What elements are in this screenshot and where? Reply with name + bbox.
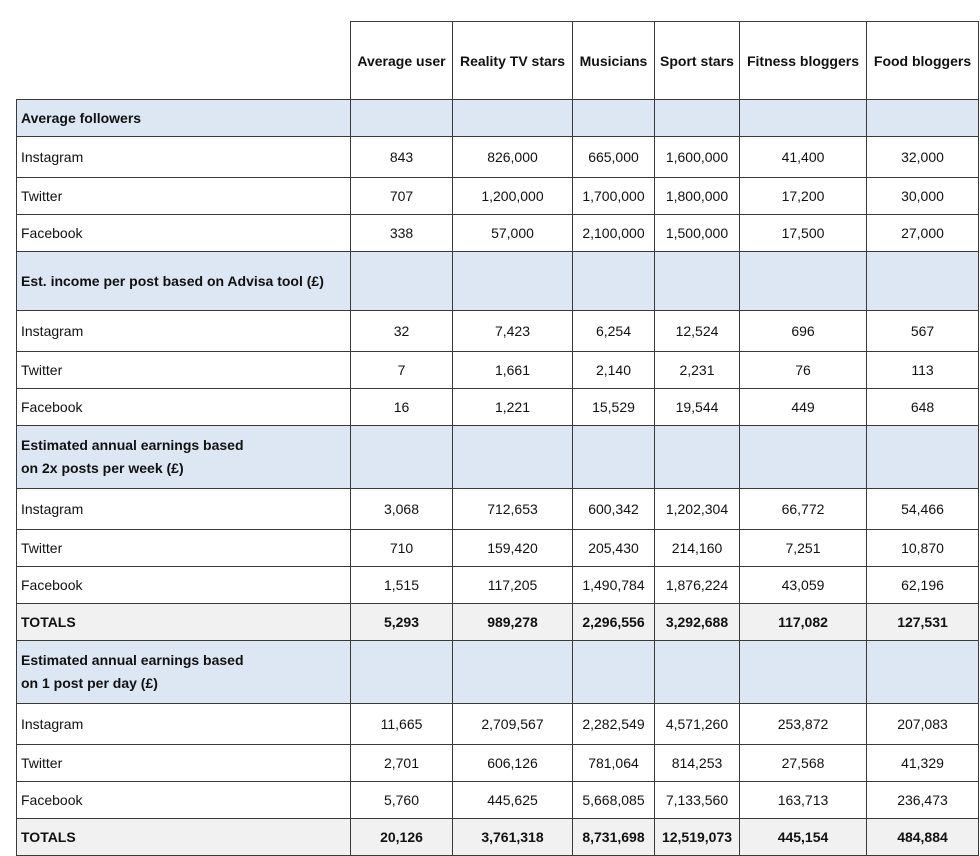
table-cell: 5,668,085 — [573, 782, 655, 819]
section-title: Est. income per post based on Advisa tool (£) — [17, 252, 351, 311]
table-cell: 1,876,224 — [655, 567, 740, 604]
table-cell: 449 — [740, 389, 867, 426]
table-cell: 2,282,549 — [573, 704, 655, 745]
row-label: Facebook — [17, 782, 351, 819]
table-row — [17, 567, 979, 604]
section-title: Average followers — [17, 100, 351, 137]
earnings-table — [16, 21, 979, 856]
table-cell: 7,423 — [453, 311, 573, 352]
table-cell: 4,571,260 — [655, 704, 740, 745]
totals-row — [17, 604, 979, 641]
table-cell: 7 — [351, 352, 453, 389]
table-cell: 7,133,560 — [655, 782, 740, 819]
row-label: Twitter — [17, 352, 351, 389]
row-label: Facebook — [17, 215, 351, 252]
table-cell: 567 — [867, 311, 979, 352]
table-cell: 7,251 — [740, 530, 867, 567]
table-cell: 1,800,000 — [655, 178, 740, 215]
table-cell: 1,700,000 — [573, 178, 655, 215]
total-cell: 8,731,698 — [573, 819, 655, 856]
row-label: Instagram — [17, 137, 351, 178]
table-cell: 12,524 — [655, 311, 740, 352]
table-cell: 3,068 — [351, 489, 453, 530]
table-cell: 665,000 — [573, 137, 655, 178]
table-cell: 62,196 — [867, 567, 979, 604]
table-cell: 207,083 — [867, 704, 979, 745]
table-cell: 27,000 — [867, 215, 979, 252]
table-cell: 1,600,000 — [655, 137, 740, 178]
table-cell: 32,000 — [867, 137, 979, 178]
totals-label: TOTALS — [17, 819, 351, 856]
table-cell: 1,200,000 — [453, 178, 573, 215]
total-cell: 3,292,688 — [655, 604, 740, 641]
table-cell: 648 — [867, 389, 979, 426]
row-label: Instagram — [17, 704, 351, 745]
table-cell: 11,665 — [351, 704, 453, 745]
table-row — [17, 352, 979, 389]
table-cell: 1,490,784 — [573, 567, 655, 604]
table-cell: 814,253 — [655, 745, 740, 782]
section-title-line: on 2x posts per week (£) — [21, 460, 184, 476]
table-row — [17, 389, 979, 426]
table-cell: 54,466 — [867, 489, 979, 530]
table-cell: 712,653 — [453, 489, 573, 530]
table-cell: 710 — [351, 530, 453, 567]
table-cell: 1,661 — [453, 352, 573, 389]
section-title — [17, 426, 351, 489]
table-row — [17, 782, 979, 819]
table-cell: 2,701 — [351, 745, 453, 782]
table-cell: 445,625 — [453, 782, 573, 819]
total-cell: 117,082 — [740, 604, 867, 641]
column-header-sport-stars: Sport stars — [655, 22, 740, 100]
table-cell: 843 — [351, 137, 453, 178]
table-cell: 57,000 — [453, 215, 573, 252]
table-cell: 781,064 — [573, 745, 655, 782]
table-cell: 30,000 — [867, 178, 979, 215]
table-row — [17, 745, 979, 782]
row-label: Instagram — [17, 489, 351, 530]
table-cell: 113 — [867, 352, 979, 389]
table-cell: 1,515 — [351, 567, 453, 604]
section-header-average-followers — [17, 100, 979, 137]
row-label: Twitter — [17, 178, 351, 215]
table-cell: 1,202,304 — [655, 489, 740, 530]
table-cell: 214,160 — [655, 530, 740, 567]
section-header-annual-1-per-day — [17, 641, 979, 704]
total-cell: 12,519,073 — [655, 819, 740, 856]
table-cell: 17,200 — [740, 178, 867, 215]
table-cell: 41,329 — [867, 745, 979, 782]
table-cell: 2,100,000 — [573, 215, 655, 252]
table-cell: 205,430 — [573, 530, 655, 567]
total-cell: 2,296,556 — [573, 604, 655, 641]
table-cell: 2,709,567 — [453, 704, 573, 745]
section-title — [17, 641, 351, 704]
table-cell: 16 — [351, 389, 453, 426]
table-cell: 17,500 — [740, 215, 867, 252]
table-cell: 43,059 — [740, 567, 867, 604]
totals-row — [17, 819, 979, 856]
table-cell: 5,760 — [351, 782, 453, 819]
table-cell: 19,544 — [655, 389, 740, 426]
total-cell: 484,884 — [867, 819, 979, 856]
table-cell: 1,500,000 — [655, 215, 740, 252]
table-cell: 163,713 — [740, 782, 867, 819]
table-cell: 826,000 — [453, 137, 573, 178]
total-cell: 989,278 — [453, 604, 573, 641]
table-cell: 41,400 — [740, 137, 867, 178]
table-cell: 10,870 — [867, 530, 979, 567]
row-label: Twitter — [17, 530, 351, 567]
header-corner — [17, 22, 351, 100]
table-row — [17, 704, 979, 745]
column-header-average-user: Average user — [351, 22, 453, 100]
table-row — [17, 215, 979, 252]
section-title-line: Estimated annual earnings based — [21, 652, 244, 668]
table-cell: 159,420 — [453, 530, 573, 567]
column-header-musicians: Musicians — [573, 22, 655, 100]
column-header-fitness-bloggers: Fitness bloggers — [740, 22, 867, 100]
total-cell: 445,154 — [740, 819, 867, 856]
table-cell: 253,872 — [740, 704, 867, 745]
total-cell: 127,531 — [867, 604, 979, 641]
table-row — [17, 489, 979, 530]
table-cell: 696 — [740, 311, 867, 352]
total-cell: 20,126 — [351, 819, 453, 856]
table-cell: 236,473 — [867, 782, 979, 819]
section-title-line: on 1 post per day (£) — [21, 675, 158, 691]
total-cell: 5,293 — [351, 604, 453, 641]
column-header-food-bloggers: Food bloggers — [867, 22, 979, 100]
table-cell: 1,221 — [453, 389, 573, 426]
total-cell: 3,761,318 — [453, 819, 573, 856]
column-header-reality-tv-stars: Reality TV stars — [453, 22, 573, 100]
table-cell: 27,568 — [740, 745, 867, 782]
section-title-line: Estimated annual earnings based — [21, 437, 244, 453]
table-cell: 606,126 — [453, 745, 573, 782]
table-cell: 338 — [351, 215, 453, 252]
table-cell: 707 — [351, 178, 453, 215]
table-row — [17, 137, 979, 178]
table-cell: 32 — [351, 311, 453, 352]
section-header-annual-2x-per-week — [17, 426, 979, 489]
row-label: Facebook — [17, 567, 351, 604]
table-cell: 66,772 — [740, 489, 867, 530]
header-row — [17, 22, 979, 100]
table-row — [17, 530, 979, 567]
section-header-income-per-post — [17, 252, 979, 311]
row-label: Twitter — [17, 745, 351, 782]
row-label: Facebook — [17, 389, 351, 426]
table-cell: 117,205 — [453, 567, 573, 604]
table-cell: 2,231 — [655, 352, 740, 389]
table-cell: 600,342 — [573, 489, 655, 530]
table-cell: 15,529 — [573, 389, 655, 426]
table-cell: 6,254 — [573, 311, 655, 352]
table-cell: 76 — [740, 352, 867, 389]
row-label: Instagram — [17, 311, 351, 352]
totals-label: TOTALS — [17, 604, 351, 641]
table-row — [17, 178, 979, 215]
table-cell: 2,140 — [573, 352, 655, 389]
table-row — [17, 311, 979, 352]
